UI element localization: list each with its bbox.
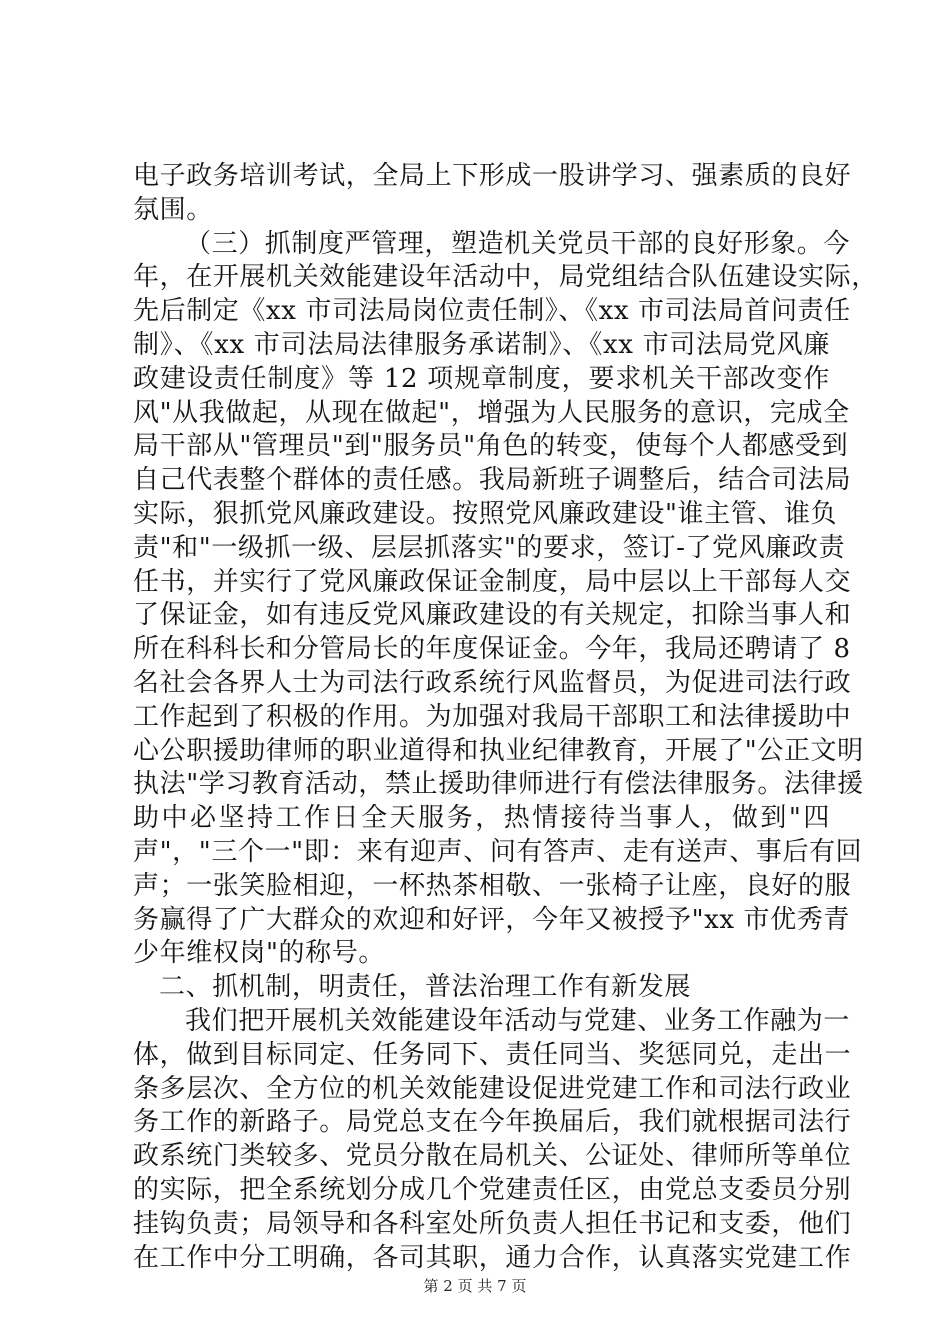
text-line: 先后制定《xx 市司法局岗位责任制》、《xx 市司法局首问责任	[133, 296, 851, 327]
text-line: 政建设责任制度》等 12 项规章制度，要求机关干部改变作	[133, 363, 830, 394]
text-line: 我们把开展机关效能建设年活动与党建、业务工作融为一	[185, 1006, 851, 1036]
text-line: 电子政务培训考试，全局上下形成一股讲学习、强素质的良好	[133, 161, 852, 191]
text-line: 制》、《xx 市司法局法律服务承诺制》、《xx 市司法局党风廉	[133, 330, 830, 360]
text-line: 局干部从"管理员"到"服务员"角色的转变，使每个人都感受到	[133, 431, 849, 462]
text-line: 氛围。	[133, 194, 213, 225]
text-line: 了保证金，如有违反党风廉政建设的有关规定，扣除当事人和	[133, 600, 852, 631]
text-line: 所在科科长和分管局长的年度保证金。今年，我局还聘请了 8	[133, 634, 851, 665]
text-line: 年，在开展机关效能建设年活动中，局党组结合队伍建设实际，	[133, 262, 878, 293]
text-line: 挂钩负责；局领导和各科室处所负责人担任书记和支委，他们	[133, 1208, 852, 1239]
text-line: 在工作中分工明确，各司其职，通力合作，认真落实党建工作	[133, 1242, 852, 1273]
text-line: 少年维权岗"的称号。	[133, 938, 385, 969]
text-line: 风"从我做起，从现在做起"，增强为人民服务的意识，完成全	[133, 397, 850, 428]
text-line: 务赢得了广大群众的欢迎和好评，今年又被授予"xx 市优秀青	[133, 904, 850, 935]
text-line: 责"和"一级抓一级、层层抓落实"的要求，签订-了党风廉政责	[133, 532, 846, 563]
text-line: 自己代表整个群体的责任感。我局新班子调整后，结合司法局	[133, 465, 852, 496]
text-line: 实际，狠抓党风廉政建设。按照党风廉政建设"谁主管、谁负	[133, 499, 838, 529]
text-line: 的实际，把全系统划分成几个党建责任区，由党总支委员分别	[133, 1175, 852, 1205]
text-line: 二、抓机制，明责任，普法治理工作有新发展	[159, 972, 692, 1003]
text-line: 体，做到目标同定、任务同下、责任同当、奖惩同兑，走出一	[133, 1039, 852, 1070]
page-footer: 第 2 页 共 7 页	[423, 1277, 527, 1295]
text-line: （三）抓制度严管理，塑造机关党员干部的良好形象。今	[185, 228, 851, 259]
text-line: 执法"学习教育活动，禁止援助律师进行有偿法律服务。法律援	[133, 769, 864, 800]
text-line: 声；一张笑脸相迎，一杯热茶相敬、一张椅子让座，良好的服	[133, 870, 852, 901]
text-line: 务工作的新路子。局党总支在今年换届后，我们就根据司法行	[133, 1107, 852, 1138]
text-line: 助中必坚持工作日全天服务，热情接待当事人，做到"四	[133, 803, 830, 834]
text-line: 政系统门类较多、党员分散在局机关、公证处、律师所等单位	[133, 1141, 852, 1172]
text-line: 声"，"三个一"即：来有迎声、问有答声、走有送声、事后有回	[133, 837, 863, 867]
text-line: 任书，并实行了党风廉政保证金制度，局中层以上干部每人交	[133, 566, 852, 597]
text-line: 心公职援助律师的职业道得和执业纪律教育，开展了"公正文明	[133, 735, 864, 766]
text-line: 工作起到了积极的作用。为加强对我局干部职工和法律援助中	[133, 701, 852, 732]
text-line: 条多层次、全方位的机关效能建设促进党建工作和司法行政业	[133, 1073, 852, 1104]
text-line: 名社会各界人士为司法行政系统行风监督员，为促进司法行政	[133, 668, 852, 698]
